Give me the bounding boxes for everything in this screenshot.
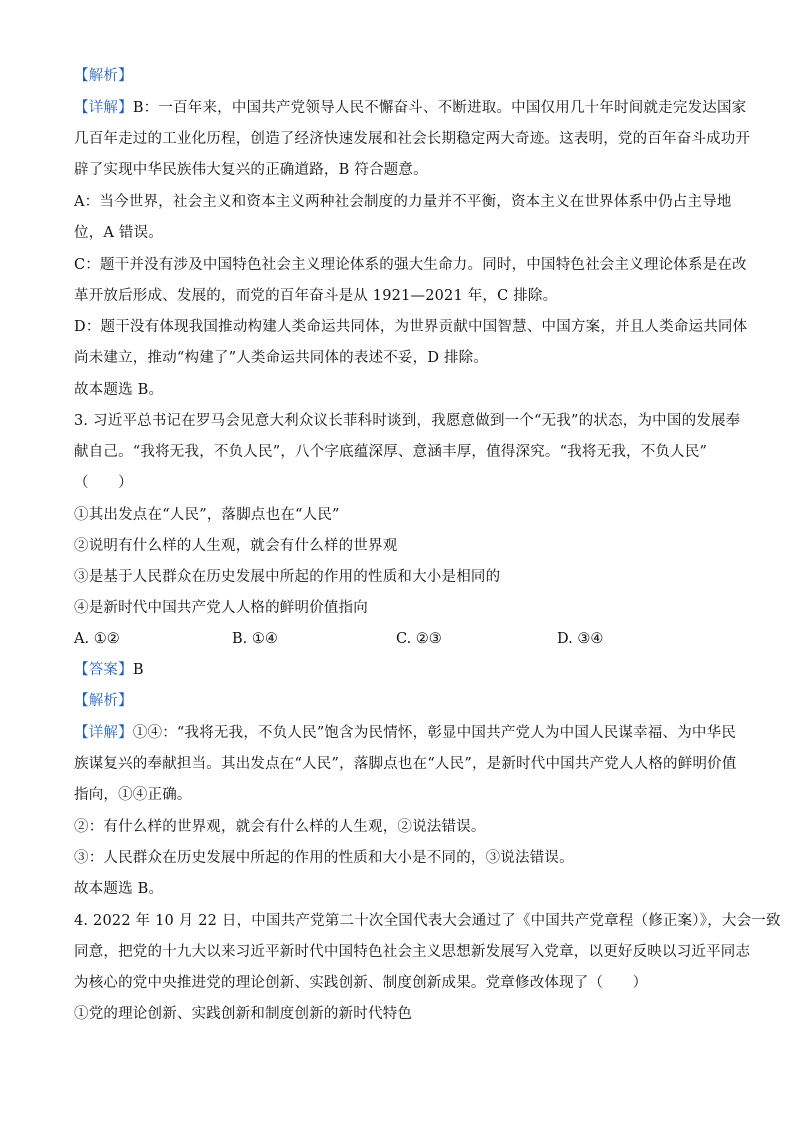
option-c-explanation: C：题干并没有涉及中国特色社会主义理论体系的强大生命力。同时，中国特色社会主义理论体系是在改	[74, 257, 747, 273]
option-a-explanation: A：当今世界，社会主义和资本主义两种社会制度的力量并不平衡，资本主义在世界体系中仍占主导地	[74, 194, 732, 210]
detail-label: 【详解】	[74, 725, 133, 741]
question-3-option-c: C. ②③	[396, 631, 442, 647]
option-a-explanation: 位，A 错误。	[74, 225, 163, 241]
conclusion: 故本题选 B。	[74, 881, 164, 897]
detail-paragraph-line: 族谋复兴的奉献担当。其出发点在“人民”，落脚点也在“人民”，是新时代中国共产党人人格的鲜明价值	[74, 756, 737, 772]
analysis-label: 【解析】	[74, 693, 133, 709]
option-c-explanation: 革开放后形成、发展的，而党的百年奋斗是从 1921—2021 年，C 排除。	[74, 288, 558, 304]
question-3-option-d: D. ③④	[557, 631, 604, 647]
question-4-stem: 为核心的党中央推进党的理论创新、实践创新、制度创新成果。党章修改体现了（ ）	[74, 975, 648, 991]
item-2-explanation: ②：有什么样的世界观，就会有什么样的人生观，②说法错误。	[74, 819, 486, 835]
item-3-explanation: ③：人民群众在历史发展中所起的作用的性质和大小是不同的，③说法错误。	[74, 850, 574, 866]
question-3-option-a: A. ①②	[74, 631, 120, 647]
detail-paragraph-line: 【详解】B：一百年来，中国共产党领导人民不懈奋斗、不断进取。中国仅用几十年时间就走完发达国家	[74, 100, 747, 116]
analysis-label: 【解析】	[74, 68, 133, 84]
question-4-stem: 同意，把党的十九大以来习近平新时代中国特色社会主义思想新发展写入党章，以更好反映以习近平同志	[74, 944, 751, 960]
detail-paragraph-line: 指向，①④正确。	[74, 787, 192, 803]
option-d-explanation: D：题干没有体现我国推动构建人类命运共同体，为世界贡献中国智慧、中国方案，并且人类命运共同体	[74, 319, 748, 335]
question-3-item: ③是基于人民群众在历史发展中所起的作用的性质和大小是相同的	[74, 569, 501, 585]
answer-value: B	[132, 662, 144, 678]
detail-paragraph-line: 几百年走过的工业化历程，创造了经济快速发展和社会长期稳定两大奇迹。这表明，党的百年奋斗成功开	[74, 131, 751, 147]
question-3-blank: （ ）	[74, 475, 133, 491]
question-3-item: ④是新时代中国共产党人人格的鲜明价值指向	[74, 600, 368, 616]
question-3-stem: 献自己。“我将无我，不负人民”，八个字底蕴深厚、意涵丰厚，值得深究。“我将无我，不负人民”	[74, 444, 708, 460]
conclusion: 故本题选 B。	[74, 382, 164, 398]
detail-paragraph-line: 【详解】①④：“我将无我，不负人民”饱含为民情怀，彰显中国共产党人为中国人民谋幸福、为中华民	[74, 725, 737, 741]
option-d-explanation: 尚未建立，推动“构建了”人类命运共同体的表述不妥，D 排除。	[74, 350, 489, 366]
question-3-item: ②说明有什么样的人生观，就会有什么样的世界观	[74, 538, 398, 554]
question-3-item: ①其出发点在“人民”，落脚点也在“人民”	[74, 507, 340, 523]
question-4-item: ①党的理论创新、实践创新和制度创新的新时代特色	[74, 1006, 413, 1022]
answer-label: 【答案】	[74, 662, 133, 678]
question-4-stem: 4. 2022 年 10 月 22 日，中国共产党第二十次全国代表大会通过了《中国共产党章程（修正案）》，大会一致	[74, 913, 781, 929]
detail-paragraph-line: 辟了实现中华民族伟大复兴的正确道路，B 符合题意。	[74, 162, 428, 178]
question-3-option-b: B. ①④	[232, 631, 278, 647]
answer-line	[74, 660, 144, 680]
detail-label: 【详解】	[74, 100, 133, 116]
question-3-stem: 3. 习近平总书记在罗马会见意大利众议长菲科时谈到，我愿意做到一个“无我”的状态，为中国的发展奉	[74, 413, 741, 429]
